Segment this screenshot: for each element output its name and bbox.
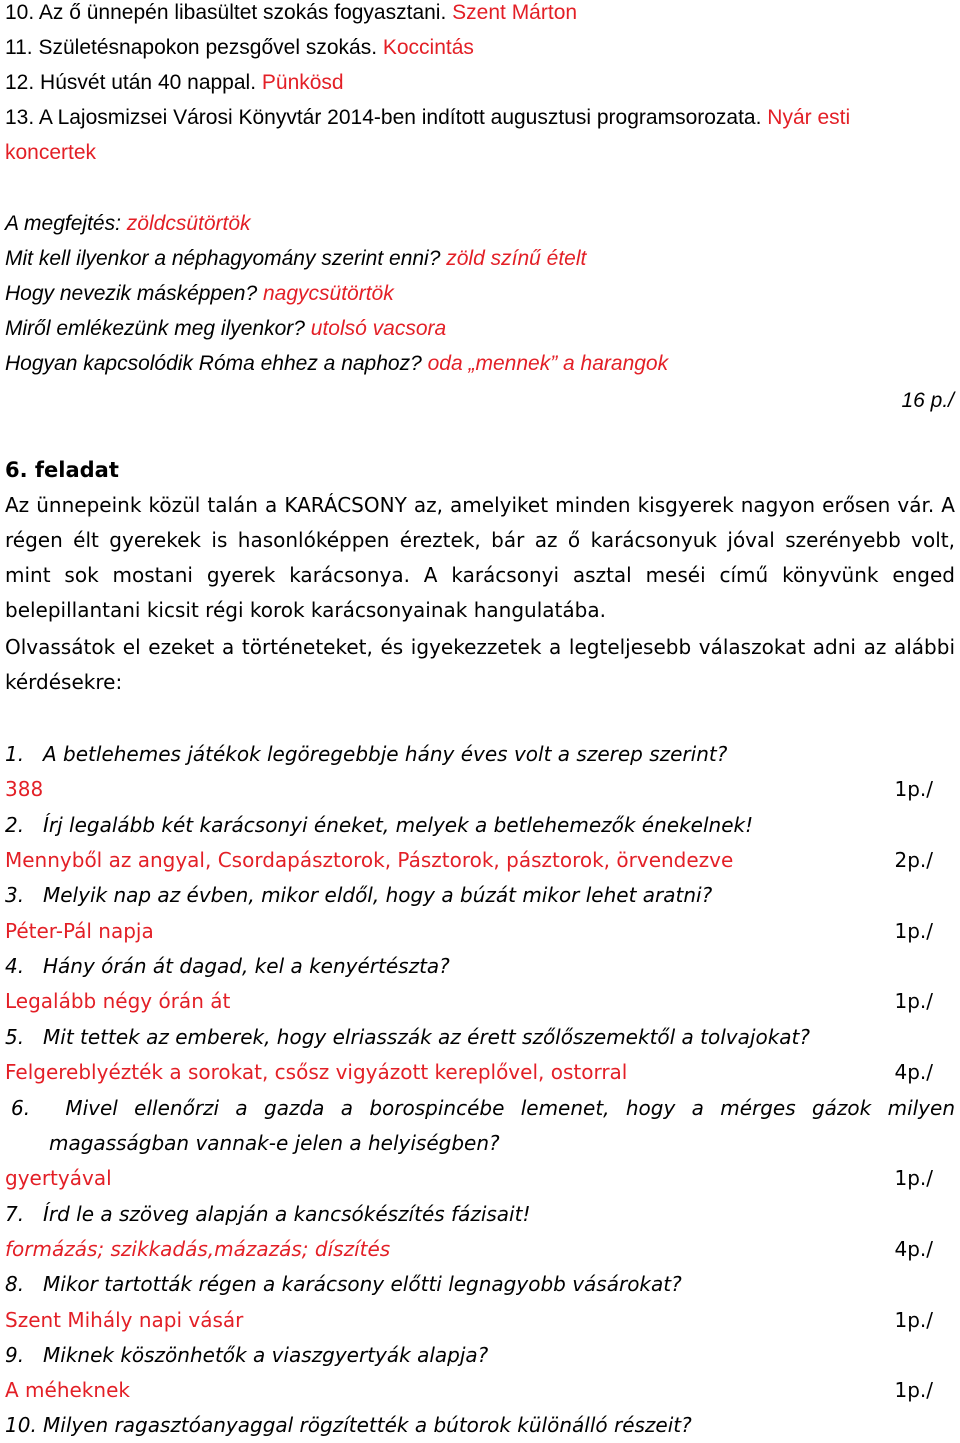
clue-question: A Lajosmizsei Városi Könyvtár 2014-ben indított augusztusi programsorozata.	[38, 106, 762, 129]
clue-number: 11.	[5, 36, 33, 59]
answer-text: A méheknek	[5, 1378, 130, 1402]
question-text: Hogy nevezik másképpen?	[5, 282, 258, 305]
answer-1	[5, 772, 955, 807]
question-text: A betlehemes játékok legöregebbje hány éves volt a szerep szerint?	[43, 742, 728, 766]
question-text: Miről emlékezünk meg ilyenkor?	[5, 317, 305, 340]
question-text: Mivel ellenőrzi a gazda a borospincébe lemenet, hogy a mérges gázok milyen	[65, 1096, 955, 1120]
answer-text: nagycsütörtök	[263, 282, 394, 305]
answer-7	[5, 1232, 955, 1267]
clue-question: Húsvét után 40 nappal.	[40, 71, 257, 94]
question-text: Hogyan kapcsolódik Róma ehhez a naphoz?	[5, 352, 422, 375]
clue-answer: Koccintás	[382, 36, 474, 59]
solution-points: 16 p./	[901, 389, 954, 412]
answer-9	[5, 1373, 955, 1408]
answer-text: zöld színű ételt	[446, 247, 587, 270]
question-number: 9.	[5, 1343, 25, 1367]
question-2	[5, 808, 955, 843]
clue-10	[5, 0, 955, 30]
question-4	[5, 949, 955, 984]
question-text: Milyen ragasztóanyaggal rögzítették a bútorok különálló részeit?	[43, 1413, 692, 1437]
solution-line	[5, 206, 955, 241]
question-text: Írj legalább két karácsonyi éneket, melyek a betlehemezők énekelnek!	[43, 813, 754, 837]
points: 1p./	[894, 989, 933, 1013]
question-1	[5, 737, 955, 772]
clue-number: 10.	[5, 1, 35, 24]
task-instruction: Olvassátok el ezeket a történeteket, és igyekezzetek a legteljesebb válaszokat adni az alábbi kérdésekre:	[5, 635, 955, 694]
points: 4p./	[894, 1237, 933, 1261]
points: 4p./	[894, 1060, 933, 1084]
points: 1p./	[894, 919, 933, 943]
question-7	[5, 1197, 955, 1232]
question-text: Hány órán át dagad, kel a kenyértészta?	[43, 954, 450, 978]
answer-8	[5, 1303, 955, 1338]
task-intro: Az ünnepeink közül talán a KARÁCSONY az, amelyiket minden kisgyerek nagyon erősen vár. A régen élt gyerekek is hasonlóképpen éreztek, bár az ő karácsonyuk jóval szerényebb volt, mint sok mostani gyerek karácsonya. A karácsonyi asztal meséi című könyvünk enged belepillantani kicsit régi korok karácsonyainak hangulatába.	[5, 493, 955, 622]
clue-answer: Pünkösd	[261, 71, 344, 94]
question-number: 8.	[5, 1272, 25, 1296]
question-5	[5, 1020, 955, 1055]
question-9	[5, 1338, 955, 1373]
question-6	[11, 1091, 955, 1126]
answer-5	[5, 1055, 955, 1090]
points: 2p./	[894, 848, 933, 872]
solution-question	[5, 311, 955, 346]
question-text: Mit tettek az emberek, hogy elriasszák az érett szőlőszemektől a tolvajokat?	[43, 1025, 810, 1049]
answer-text: 388	[5, 777, 44, 801]
answer-text: Péter-Pál napja	[5, 919, 154, 943]
solution-question	[5, 241, 955, 276]
clue-number: 13.	[5, 106, 35, 129]
answer-4	[5, 984, 955, 1019]
question-number: 10.	[5, 1413, 37, 1437]
question-text: Miknek köszönhetők a viaszgyertyák alapja?	[43, 1343, 489, 1367]
clue-question: Születésnapokon pezsgővel szokás.	[38, 36, 378, 59]
points: 1p./	[894, 1166, 933, 1190]
points: 1p./	[894, 1308, 933, 1332]
question-6-cont: magasságban vannak-e jelen a helyiségben?	[49, 1131, 500, 1155]
question-number: 4.	[5, 954, 25, 978]
question-number: 6.	[11, 1096, 31, 1120]
answer-text: Szent Mihály napi vásár	[5, 1308, 244, 1332]
question-number: 1.	[5, 742, 25, 766]
answer-text: Felgereblyézték a sorokat, csősz vigyázott kereplővel, ostorral	[5, 1060, 628, 1084]
solution-label: A megfejtés:	[5, 212, 121, 235]
question-10	[5, 1408, 955, 1443]
task-title: 6. feladat	[5, 458, 119, 482]
answer-2	[5, 843, 955, 878]
question-8	[5, 1267, 955, 1302]
question-number: 7.	[5, 1202, 25, 1226]
clue-answer: Szent Márton	[452, 1, 578, 24]
clue-answer: Nyár esti	[767, 106, 851, 129]
question-number: 5.	[5, 1025, 25, 1049]
clue-13-answer-cont: koncertek	[5, 141, 97, 164]
answer-text: oda „mennek” a harangok	[427, 352, 669, 375]
answer-text: Legalább négy órán át	[5, 989, 231, 1013]
answer-text: Mennyből az angyal, Csordapásztorok, Pásztorok, pásztorok, örvendezve	[5, 848, 734, 872]
question-number: 2.	[5, 813, 25, 837]
question-text: Melyik nap az évben, mikor eldől, hogy a búzát mikor lehet aratni?	[43, 883, 713, 907]
clue-question: Az ő ünnepén libasültet szokás fogyasztani.	[38, 1, 447, 24]
question-text: Mit kell ilyenkor a néphagyomány szerint enni?	[5, 247, 441, 270]
answer-text: utolsó vacsora	[310, 317, 447, 340]
question-number: 3.	[5, 883, 25, 907]
answer-text: gyertyával	[5, 1166, 112, 1190]
clue-11	[5, 30, 955, 65]
solution-question	[5, 346, 955, 381]
clue-13	[5, 100, 955, 135]
answer-3	[5, 914, 955, 949]
clue-number: 12.	[5, 71, 35, 94]
answer-6	[5, 1161, 955, 1196]
question-text: Mikor tartották régen a karácsony előtti legnagyobb vásárokat?	[43, 1272, 682, 1296]
question-3	[5, 878, 955, 913]
answer-text: formázás; szikkadás,mázazás; díszítés	[5, 1237, 391, 1261]
points: 1p./	[894, 777, 933, 801]
question-text: Írd le a szöveg alapján a kancsókészítés fázisait!	[43, 1202, 531, 1226]
points: 1p./	[894, 1378, 933, 1402]
solution-answer: zöldcsütörtök	[126, 212, 251, 235]
clue-12	[5, 65, 955, 100]
solution-question	[5, 276, 955, 311]
